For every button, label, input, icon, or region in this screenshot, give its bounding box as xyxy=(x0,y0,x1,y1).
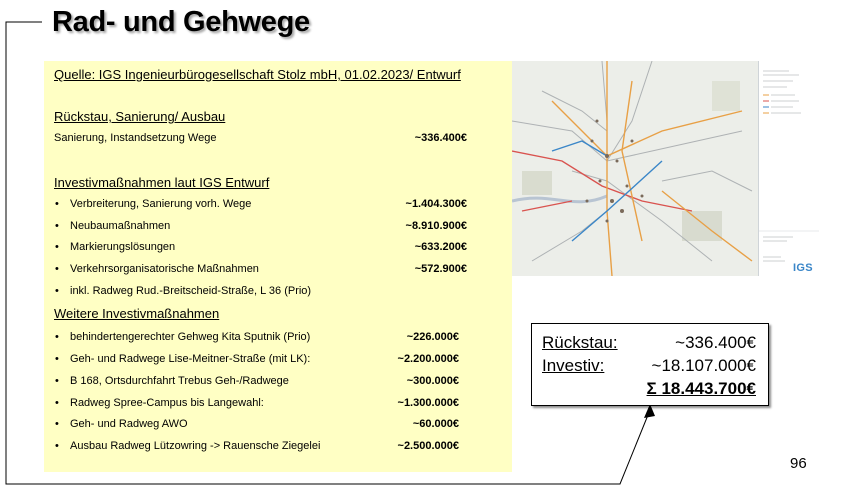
igs-logo: IGS xyxy=(793,262,813,274)
list-item: • Verbreiterung, Sanierung vorh. Wege xyxy=(55,198,252,210)
list-item: • Radweg Spree-Campus bis Langewahl: xyxy=(55,397,264,409)
list-item-value: ~8.910.900€ xyxy=(405,220,467,232)
summary-total: Σ 18.443.700€ xyxy=(646,379,756,398)
list-item-value: ~2.500.000€ xyxy=(397,440,459,452)
list-item-value: ~60.000€ xyxy=(412,418,459,430)
list-item: • B 168, Ortsdurchfahrt Trebus Geh-/Radwege xyxy=(55,375,289,387)
summary-rueckstau-label: Rückstau: xyxy=(542,333,618,352)
list-item: • inkl. Radweg Rud.-Breitscheid-Straße, L 36 (Prio) xyxy=(55,285,312,297)
list-item: • Geh- und Radwege Lise-Meitner-Straße (mit LK): xyxy=(55,353,311,365)
list-item-value: ~633.200€ xyxy=(414,241,467,253)
slide-title: Rad- und Gehwege xyxy=(52,6,310,38)
cost-panel xyxy=(44,61,512,472)
list-item-value: ~226.000€ xyxy=(406,331,459,343)
summary-investiv-label: Investiv: xyxy=(542,356,605,375)
list-item-value: ~572.900€ xyxy=(414,263,467,275)
list-item-label: Sanierung, Instandsetzung Wege xyxy=(54,132,217,144)
list-item: • Neubaumaßnahmen xyxy=(55,220,171,232)
list-item: • Verkehrsorganisatorische Maßnahmen xyxy=(55,263,259,275)
list-item-value: ~336.400€ xyxy=(414,132,467,144)
list-item-label: Geh- und Radweg AWO xyxy=(70,418,188,430)
map-legend xyxy=(758,61,819,276)
list-item-label: inkl. Radweg Rud.-Breitscheid-Straße, L 36 (Prio) xyxy=(70,285,312,297)
source-line: Quelle: IGS Ingenieurbürogesellschaft Stolz mbH, 01.02.2023/ Entwurf xyxy=(54,67,461,82)
list-item: • Geh- und Radweg AWO xyxy=(55,418,188,430)
section-heading-rueckstau: Rückstau, Sanierung/ Ausbau xyxy=(54,109,226,124)
map-legend-drawing xyxy=(759,61,819,276)
list-item-label: behindertengerechter Gehweg Kita Sputnik (Prio) xyxy=(70,331,311,343)
arrow-head xyxy=(644,404,655,418)
list-item-label: Verkehrsorganisatorische Maßnahmen xyxy=(70,263,259,275)
section-heading-investiv: Investivmaßnahmen laut IGS Entwurf xyxy=(54,175,270,190)
list-item-label: Neubaumaßnahmen xyxy=(70,220,171,232)
list-item-value: ~2.200.000€ xyxy=(397,353,459,365)
list-item-value: ~300.000€ xyxy=(406,375,459,387)
list-item-label: B 168, Ortsdurchfahrt Trebus Geh-/Radwege xyxy=(70,375,289,387)
list-item-label: Radweg Spree-Campus bis Langewahl: xyxy=(70,397,264,409)
list-item: • Ausbau Radweg Lützowring -> Rauensche Ziegelei xyxy=(55,440,321,452)
list-item-value: ~1.404.300€ xyxy=(405,198,467,210)
list-item-value: ~1.300.000€ xyxy=(397,397,459,409)
list-item: • behindertengerechter Gehweg Kita Sputnik (Prio) xyxy=(55,331,311,343)
list-item-label: Verbreiterung, Sanierung vorh. Wege xyxy=(70,198,252,210)
summary-box xyxy=(531,323,769,406)
summary-investiv-value: ~18.107.000€ xyxy=(651,356,756,375)
page-number: 96 xyxy=(790,455,807,472)
list-item-label: Markierungslösungen xyxy=(70,241,176,253)
section-heading-weitere: Weitere Investivmaßnahmen xyxy=(54,306,220,321)
list-item-label: Geh- und Radwege Lise-Meitner-Straße (mit LK): xyxy=(70,353,311,365)
list-item: • Markierungslösungen xyxy=(55,241,176,253)
summary-rueckstau-value: ~336.400€ xyxy=(675,333,756,352)
list-item-label: Ausbau Radweg Lützowring -> Rauensche Ziegelei xyxy=(70,440,321,452)
